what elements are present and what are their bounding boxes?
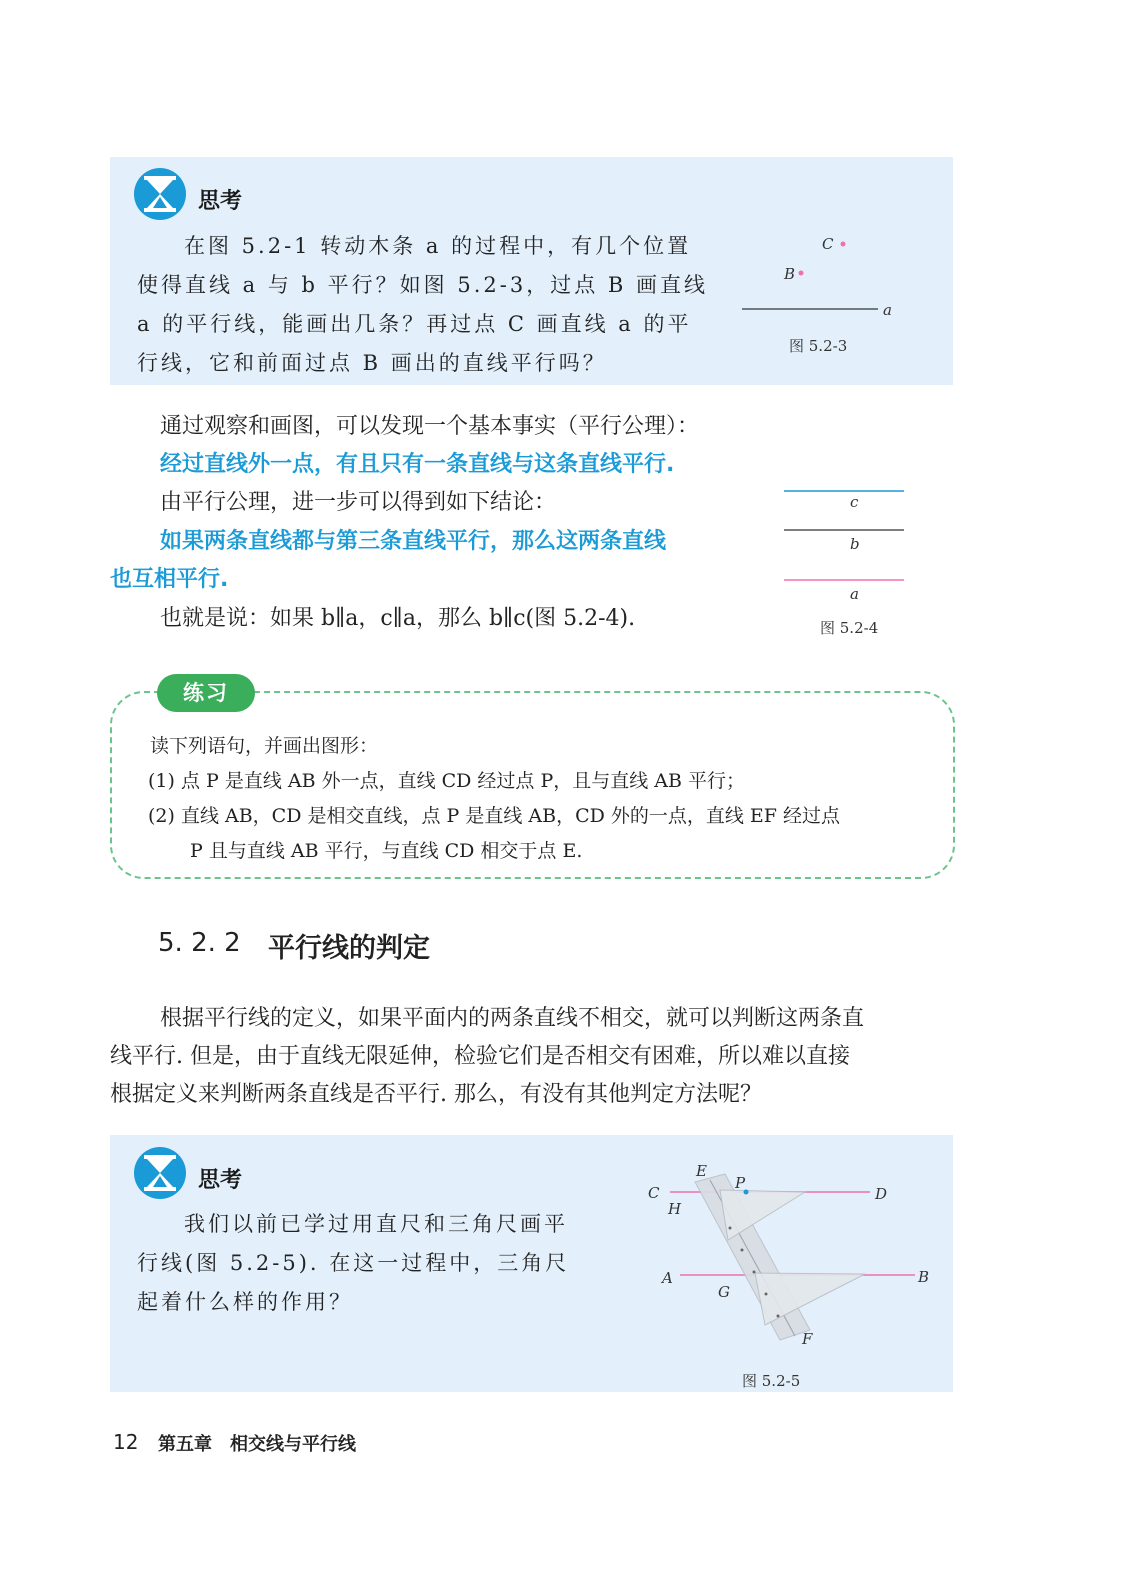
label-c-4: c [850,493,859,511]
footer-chapter: 第五章 相交线与平行线 [158,1434,356,1455]
label-H: H [668,1200,682,1218]
practice-instruction: 读下列语句，并画出图形： [150,735,379,757]
think2-line-2: 行线(图 5.2-5). 在这一过程中，三角尺 [137,1251,570,1275]
think2-line-3: 起着什么样的作用？ [137,1290,353,1314]
figure-5-2-5-caption: 图 5.2-5 [742,1372,801,1390]
label-c: C [822,235,834,253]
section-paragraph-line-3: 根据定义来判断两条直线是否平行. 那么，有没有其他判定方法呢？ [110,1082,762,1107]
think1-line-2: 使得直线 a 与 b 平行？如图 5.2-3，过点 B 画直线 [137,273,708,297]
axiom-statement: 经过直线外一点，有且只有一条直线与这条直线平行. [160,452,675,477]
think1-line-3: a 的平行线，能画出几条？再过点 C 画直线 a 的平 [137,312,692,336]
label-G: G [718,1283,730,1301]
label-A: A [662,1269,673,1287]
figure-5-2-5 [640,1160,940,1360]
think1-line-4: 行线，它和前面过点 B 画出的直线平行吗？ [137,351,607,375]
label-F: F [802,1330,813,1348]
section-paragraph-line-1: 根据平行线的定义，如果平面内的两条直线不相交，就可以判断这两条直 [160,1006,865,1031]
section-paragraph-line-2: 线平行. 但是，由于直线无限延伸，检验它们是否相交有困难，所以难以直接 [110,1044,850,1069]
figure-5-2-4 [780,480,910,590]
page-number: 12 [113,1430,139,1454]
label-a: a [883,301,892,319]
corollary-line-1: 如果两条直线都与第三条直线平行，那么这两条直线 [160,529,667,554]
point-c-dot [841,242,846,247]
point-b-dot [799,271,804,276]
practice-item-2-line-1: (2) 直线 AB，CD 是相交直线，点 P 是直线 AB，CD 外的一点，直线 EF 经过点 [148,805,841,827]
label-a-4: a [850,585,859,603]
corollary-intro: 由平行公理，进一步可以得到如下结论： [160,490,557,515]
label-P: P [735,1174,746,1192]
axiom-intro: 通过观察和画图，可以发现一个基本事实（平行公理）： [160,414,700,439]
label-D: D [875,1185,888,1203]
practice-badge: 练习 [157,674,255,712]
hourglass-think-icon [133,167,187,221]
label-E: E [696,1162,707,1180]
corollary-line-2: 也互相平行. [110,567,229,592]
figure-5-2-4-caption: 图 5.2-4 [820,619,879,637]
triangle-upper [720,1190,805,1240]
think2-line-1: 我们以前已学过用直尺和三角尺画平 [184,1212,568,1236]
practice-item-2-line-2: P 且与直线 AB 平行，与直线 CD 相交于点 E. [190,840,583,862]
think-title-2: 思考 [198,1168,243,1193]
corollary-symbolic: 也就是说：如果 b∥a，c∥a，那么 b∥c(图 5.2-4). [160,606,636,631]
label-b: B [784,265,796,283]
label-b-4: b [850,535,860,553]
figure-5-2-3-caption: 图 5.2-3 [789,337,848,355]
label-C: C [648,1184,660,1202]
think-title-1: 思考 [198,189,243,214]
section-title: 平行线的判定 [268,933,430,964]
label-B: B [918,1268,930,1286]
think1-line-1: 在图 5.2-1 转动木条 a 的过程中，有几个位置 [184,234,692,258]
practice-item-1: (1) 点 P 是直线 AB 外一点，直线 CD 经过点 P，且与直线 AB 平行； [148,770,746,792]
hourglass-think-icon [133,1146,187,1200]
triangle-lower [755,1273,865,1325]
section-number: 5. 2. 2 [158,928,241,958]
